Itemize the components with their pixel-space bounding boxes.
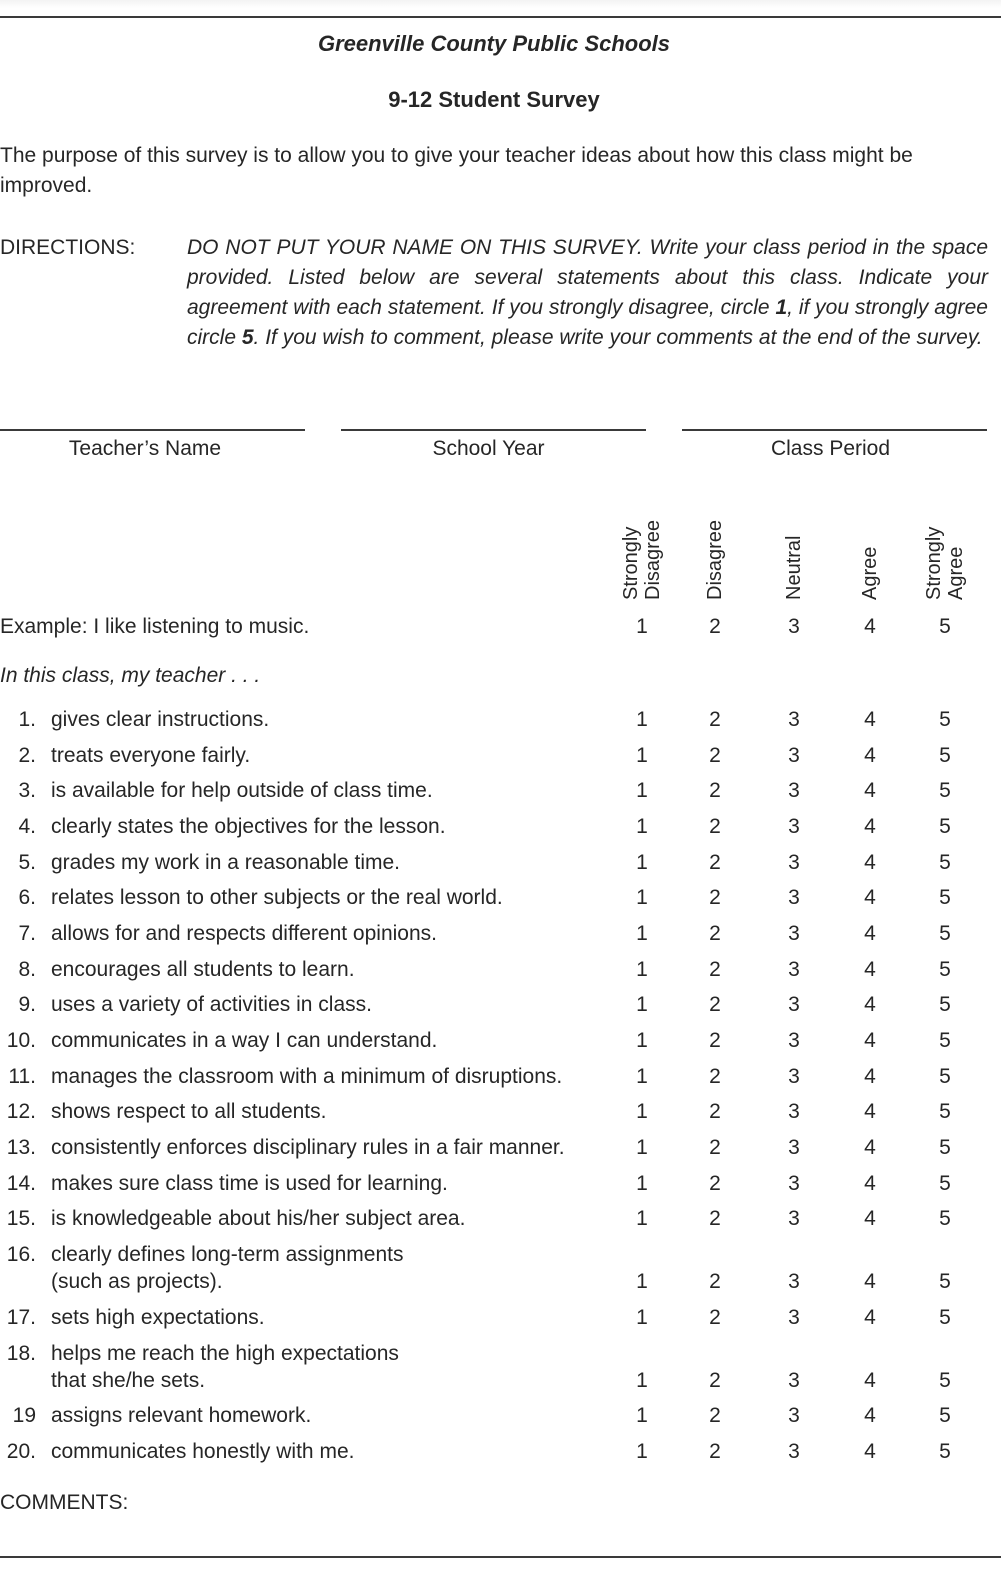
rating-option-1[interactable]: 1 xyxy=(636,1100,648,1123)
header-line: Strongly xyxy=(923,526,945,600)
item-number: 16. xyxy=(6,1243,36,1266)
item-number: 18. xyxy=(6,1342,36,1365)
rating-option-2[interactable]: 2 xyxy=(709,1270,721,1293)
survey-item-row xyxy=(0,1339,1001,1405)
rating-option-1[interactable]: 1 xyxy=(636,779,648,802)
header-line: Agree xyxy=(945,546,967,600)
item-statement-cont: (such as projects). xyxy=(51,1270,223,1293)
bottom-rule xyxy=(0,1556,1001,1558)
teacher-name-blank[interactable] xyxy=(0,429,305,431)
survey-item-row xyxy=(0,1133,1001,1163)
rating-option-3[interactable]: 3 xyxy=(788,744,800,767)
rating-option-4[interactable]: 4 xyxy=(864,1306,876,1329)
rating-option-5[interactable]: 5 xyxy=(939,1404,951,1427)
rating-option-2[interactable]: 2 xyxy=(709,1440,721,1463)
item-number: 2. xyxy=(18,744,36,767)
rating-option-4[interactable]: 4 xyxy=(864,1369,876,1392)
item-statement: helps me reach the high expectations xyxy=(51,1342,399,1365)
rating-option-1[interactable]: 1 xyxy=(636,886,648,909)
directions-label: DIRECTIONS: xyxy=(0,236,136,259)
scale-header-disagree xyxy=(680,505,750,600)
rating-option-5[interactable]: 5 xyxy=(939,1369,951,1392)
rating-option-2[interactable]: 2 xyxy=(709,851,721,874)
option-1: 1 xyxy=(636,615,648,638)
items-intro: In this class, my teacher . . . xyxy=(0,664,261,687)
rating-option-3[interactable]: 3 xyxy=(788,1440,800,1463)
rating-option-5[interactable]: 5 xyxy=(939,958,951,981)
item-number: 10. xyxy=(6,1029,36,1052)
rating-option-1[interactable]: 1 xyxy=(636,1172,648,1195)
rating-option-3[interactable]: 3 xyxy=(788,1404,800,1427)
item-statement: relates lesson to other subjects or the real world. xyxy=(51,886,503,909)
option-5: 5 xyxy=(939,615,951,638)
item-statement: encourages all students to learn. xyxy=(51,958,355,981)
rating-option-3[interactable]: 3 xyxy=(788,1270,800,1293)
directions-part3: . If you wish to comment, please write your comments at the end of the survey. xyxy=(253,326,983,349)
rating-option-1[interactable]: 1 xyxy=(636,958,648,981)
scale-header-agree xyxy=(835,505,905,600)
rating-option-1[interactable]: 1 xyxy=(636,744,648,767)
rating-option-4[interactable]: 4 xyxy=(864,1270,876,1293)
rating-option-1[interactable]: 1 xyxy=(636,1029,648,1052)
rating-option-3[interactable]: 3 xyxy=(788,779,800,802)
rating-option-2[interactable]: 2 xyxy=(709,1369,721,1392)
item-number: 4. xyxy=(18,815,36,838)
item-number: 7. xyxy=(18,922,36,945)
rating-option-5[interactable]: 5 xyxy=(939,1207,951,1230)
rating-option-3[interactable]: 3 xyxy=(788,1369,800,1392)
rating-option-3[interactable]: 3 xyxy=(788,708,800,731)
survey-item-row xyxy=(0,990,1001,1020)
item-number: 15. xyxy=(6,1207,36,1230)
rating-option-1[interactable]: 1 xyxy=(636,1404,648,1427)
header-line: Agree xyxy=(859,546,881,600)
survey-item-row xyxy=(0,705,1001,735)
rating-option-4[interactable]: 4 xyxy=(864,779,876,802)
district-title: Greenville County Public Schools xyxy=(317,31,671,56)
survey-item-row xyxy=(0,1204,1001,1234)
rating-option-4[interactable]: 4 xyxy=(864,851,876,874)
item-number: 1. xyxy=(18,708,36,731)
survey-item-row xyxy=(0,1026,1001,1056)
rating-option-3[interactable]: 3 xyxy=(788,1172,800,1195)
example-text: Example: I like listening to music. xyxy=(0,615,310,638)
item-number: 6. xyxy=(18,886,36,909)
rating-option-3[interactable]: 3 xyxy=(788,922,800,945)
survey-item-row xyxy=(0,955,1001,985)
directions-bold-5: 5 xyxy=(241,326,254,349)
item-statement: is available for help outside of class time. xyxy=(51,779,433,802)
item-number: 9. xyxy=(18,993,36,1016)
rating-option-4[interactable]: 4 xyxy=(864,744,876,767)
rating-option-4[interactable]: 4 xyxy=(864,958,876,981)
rating-option-2[interactable]: 2 xyxy=(709,886,721,909)
rating-option-2[interactable]: 2 xyxy=(709,1065,721,1088)
rating-option-4[interactable]: 4 xyxy=(864,1136,876,1159)
scale-header-strongly-agree xyxy=(910,505,980,600)
rating-option-3[interactable]: 3 xyxy=(788,1029,800,1052)
item-number: 19 xyxy=(12,1404,36,1427)
rating-option-4[interactable]: 4 xyxy=(864,708,876,731)
survey-item-row xyxy=(0,883,1001,913)
rating-option-1[interactable]: 1 xyxy=(636,708,648,731)
rating-option-3[interactable]: 3 xyxy=(788,1065,800,1088)
item-number: 13. xyxy=(6,1136,36,1159)
option-3: 3 xyxy=(788,615,800,638)
item-statement: allows for and respects different opinions. xyxy=(51,922,437,945)
rating-option-5[interactable]: 5 xyxy=(939,993,951,1016)
item-number: 11. xyxy=(8,1065,36,1088)
survey-title: 9-12 Student Survey xyxy=(388,87,600,112)
rating-option-1[interactable]: 1 xyxy=(636,993,648,1016)
rating-option-2[interactable]: 2 xyxy=(709,922,721,945)
rating-option-2[interactable]: 2 xyxy=(709,1207,721,1230)
rating-option-1[interactable]: 1 xyxy=(636,851,648,874)
item-statement: communicates in a way I can understand. xyxy=(51,1029,438,1052)
item-statement: grades my work in a reasonable time. xyxy=(51,851,400,874)
directions-part2: , if you strongly agree circle xyxy=(187,296,988,349)
survey-item-row xyxy=(0,1169,1001,1199)
survey-item-row xyxy=(0,1401,1001,1431)
directions-bold-1: 1 xyxy=(775,296,788,319)
item-number: 8. xyxy=(18,958,36,981)
rating-option-4[interactable]: 4 xyxy=(864,886,876,909)
item-statement: clearly states the objectives for the lesson. xyxy=(51,815,446,838)
item-statement: uses a variety of activities in class. xyxy=(51,993,372,1016)
directions-text xyxy=(187,233,988,353)
item-number: 12. xyxy=(6,1100,36,1123)
rating-option-2[interactable]: 2 xyxy=(709,1136,721,1159)
rating-option-3[interactable]: 3 xyxy=(788,886,800,909)
scale-header-strongly-disagree xyxy=(607,505,677,600)
survey-item-row xyxy=(0,1062,1001,1092)
rating-option-1[interactable]: 1 xyxy=(636,1207,648,1230)
item-statement: shows respect to all students. xyxy=(51,1100,327,1123)
rating-option-2[interactable]: 2 xyxy=(709,1404,721,1427)
item-number: 3. xyxy=(18,779,36,802)
survey-item-row xyxy=(0,1303,1001,1333)
item-statement: manages the classroom with a minimum of disruptions. xyxy=(51,1065,563,1088)
example-row xyxy=(0,612,1001,642)
rating-option-4[interactable]: 4 xyxy=(864,993,876,1016)
item-number: 17. xyxy=(6,1306,36,1329)
rating-option-3[interactable]: 3 xyxy=(788,815,800,838)
rating-option-5[interactable]: 5 xyxy=(939,779,951,802)
survey-item-row xyxy=(0,1097,1001,1127)
header-line: Neutral xyxy=(783,535,805,600)
rating-option-5[interactable]: 5 xyxy=(939,744,951,767)
rating-option-2[interactable]: 2 xyxy=(709,1172,721,1195)
rating-option-5[interactable]: 5 xyxy=(939,1029,951,1052)
rating-option-3[interactable]: 3 xyxy=(788,1207,800,1230)
item-number: 20. xyxy=(6,1440,36,1463)
rating-option-2[interactable]: 2 xyxy=(709,815,721,838)
rating-option-2[interactable]: 2 xyxy=(709,1029,721,1052)
survey-item-row xyxy=(0,1437,1001,1467)
rating-option-2[interactable]: 2 xyxy=(709,993,721,1016)
teacher-name-label: Teacher’s Name xyxy=(68,437,222,460)
rating-option-4[interactable]: 4 xyxy=(864,1207,876,1230)
rating-option-1[interactable]: 1 xyxy=(636,1270,648,1293)
rating-option-5[interactable]: 5 xyxy=(939,886,951,909)
rating-option-4[interactable]: 4 xyxy=(864,1100,876,1123)
survey-item-row xyxy=(0,776,1001,806)
rating-option-4[interactable]: 4 xyxy=(864,1065,876,1088)
rating-option-3[interactable]: 3 xyxy=(788,1100,800,1123)
item-statement: treats everyone fairly. xyxy=(51,744,251,767)
item-statement: communicates honestly with me. xyxy=(51,1440,355,1463)
rating-option-3[interactable]: 3 xyxy=(788,1306,800,1329)
rating-option-5[interactable]: 5 xyxy=(939,851,951,874)
rating-option-5[interactable]: 5 xyxy=(939,815,951,838)
directions-part1: DO NOT PUT YOUR NAME ON THIS SURVEY. Write your class period in the space provided. Listed below are several statements about this class. Indicate your agreement with each statement. If you strongly disagree, circle xyxy=(187,236,988,319)
item-number: 5. xyxy=(18,851,36,874)
comments-label: COMMENTS: xyxy=(0,1491,129,1514)
rating-option-1[interactable]: 1 xyxy=(636,1065,648,1088)
rating-option-4[interactable]: 4 xyxy=(864,1029,876,1052)
rating-option-2[interactable]: 2 xyxy=(709,744,721,767)
option-2: 2 xyxy=(709,615,721,638)
item-statement: sets high expectations. xyxy=(51,1306,265,1329)
rating-option-1[interactable]: 1 xyxy=(636,815,648,838)
rating-option-5[interactable]: 5 xyxy=(939,922,951,945)
item-statement-cont: that she/he sets. xyxy=(51,1369,206,1392)
rating-option-2[interactable]: 2 xyxy=(709,708,721,731)
scan-edge xyxy=(0,0,1001,8)
item-statement: assigns relevant homework. xyxy=(51,1404,312,1427)
rating-option-4[interactable]: 4 xyxy=(864,815,876,838)
header-line: Disagree xyxy=(642,519,664,600)
rating-option-1[interactable]: 1 xyxy=(636,1136,648,1159)
purpose-text: The purpose of this survey is to allow you to give your teacher ideas about how this class might be improved. xyxy=(0,144,913,197)
rating-option-5[interactable]: 5 xyxy=(939,1136,951,1159)
rating-option-2[interactable]: 2 xyxy=(709,1306,721,1329)
rating-option-2[interactable]: 2 xyxy=(709,958,721,981)
rating-option-5[interactable]: 5 xyxy=(939,1172,951,1195)
rating-option-3[interactable]: 3 xyxy=(788,851,800,874)
survey-item-row xyxy=(0,812,1001,842)
rating-option-1[interactable]: 1 xyxy=(636,1306,648,1329)
survey-item-row xyxy=(0,848,1001,878)
item-statement: clearly defines long-term assignments xyxy=(51,1243,404,1266)
rating-option-3[interactable]: 3 xyxy=(788,1136,800,1159)
item-statement: consistently enforces disciplinary rules in a fair manner. xyxy=(51,1136,565,1159)
rating-option-1[interactable]: 1 xyxy=(636,1440,648,1463)
rating-option-5[interactable]: 5 xyxy=(939,1270,951,1293)
rating-option-5[interactable]: 5 xyxy=(939,1440,951,1463)
rating-option-5[interactable]: 5 xyxy=(939,1100,951,1123)
rating-option-5[interactable]: 5 xyxy=(939,1065,951,1088)
rating-option-2[interactable]: 2 xyxy=(709,779,721,802)
rating-option-2[interactable]: 2 xyxy=(709,1100,721,1123)
item-statement: is knowledgeable about his/her subject area. xyxy=(51,1207,466,1230)
rating-option-1[interactable]: 1 xyxy=(636,922,648,945)
option-4: 4 xyxy=(864,615,876,638)
rating-option-1[interactable]: 1 xyxy=(636,1369,648,1392)
rating-option-3[interactable]: 3 xyxy=(788,993,800,1016)
class-period-label: Class Period xyxy=(770,437,891,460)
header-line: Disagree xyxy=(704,519,726,600)
scale-header-neutral xyxy=(759,505,829,600)
top-rule xyxy=(0,16,1001,18)
survey-item-row xyxy=(0,741,1001,771)
item-statement: gives clear instructions. xyxy=(51,708,270,731)
rating-option-4[interactable]: 4 xyxy=(864,1440,876,1463)
class-period-blank[interactable] xyxy=(682,429,987,431)
rating-option-5[interactable]: 5 xyxy=(939,708,951,731)
survey-item-row xyxy=(0,1240,1001,1306)
rating-option-4[interactable]: 4 xyxy=(864,1404,876,1427)
rating-option-3[interactable]: 3 xyxy=(788,958,800,981)
school-year-blank[interactable] xyxy=(341,429,646,431)
rating-option-5[interactable]: 5 xyxy=(939,1306,951,1329)
rating-option-4[interactable]: 4 xyxy=(864,1172,876,1195)
school-year-label: School Year xyxy=(432,437,545,460)
item-number: 14. xyxy=(6,1172,36,1195)
item-statement: makes sure class time is used for learning. xyxy=(51,1172,448,1195)
rating-option-4[interactable]: 4 xyxy=(864,922,876,945)
header-line: Strongly xyxy=(620,526,642,600)
survey-item-row xyxy=(0,919,1001,949)
